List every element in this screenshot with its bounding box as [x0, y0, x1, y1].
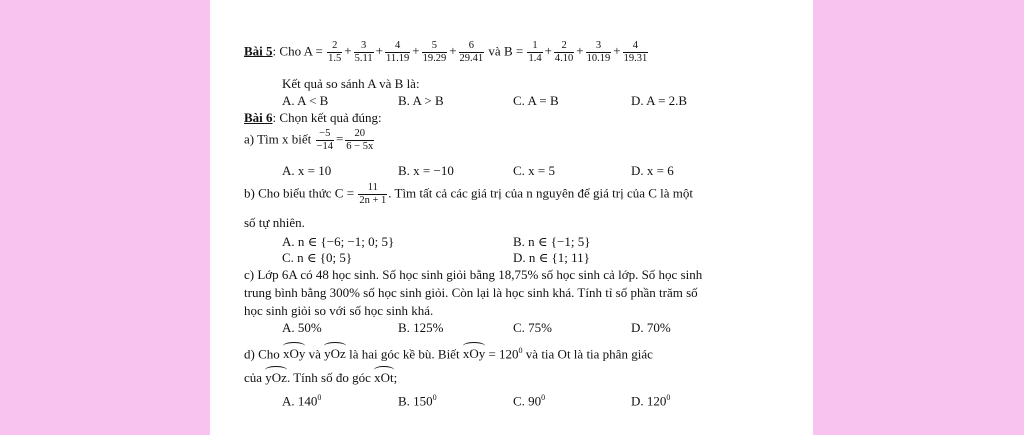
- fraction: $\frac{20}{6 - 5x}$: [346, 128, 374, 152]
- fraction: $\frac{2}{1.5}$: [328, 40, 342, 64]
- fraction: $\frac{3}{5.11}$: [354, 40, 373, 64]
- bai6-d-line1: d) Cho xOy và yOz là hai góc kề bù. Biết xOy = $120^0$ và tia Ot là tia phân giác: [244, 346, 653, 362]
- angle-yoz: yOz: [265, 370, 287, 385]
- bai5-option-a: A. A < B: [282, 93, 329, 108]
- bai6-d-option-b: B. $150^0$: [398, 393, 437, 409]
- bai6-heading: Bài 6: [244, 110, 273, 125]
- bai6-d-option-d: D. $120^0$: [631, 393, 671, 409]
- bai6-c-line3: học sinh giỏi so với số học sinh khá.: [244, 303, 434, 318]
- bai6-c-option-d: D. 70%: [631, 320, 671, 335]
- bai6-a-question: a) Tìm x biết $\frac{-5}{-14}$ = $\frac{20}{6 - 5x}$: [244, 128, 374, 152]
- fraction: $\frac{4}{11.19}$: [385, 40, 410, 64]
- bai5-option-c: C. A = B: [513, 93, 559, 108]
- bai6-b-question-cont: số tự nhiên.: [244, 215, 305, 230]
- bai6-c-option-c: C. 75%: [513, 320, 552, 335]
- bai5-option-b: B. A > B: [398, 93, 444, 108]
- bai6-a-option-c: C. x = 5: [513, 163, 556, 178]
- bai6-c-option-a: A. 50%: [282, 320, 322, 335]
- bai6-c-option-b: B. 125%: [398, 320, 444, 335]
- angle-xoy: xOy: [462, 346, 486, 362]
- document-page: [210, 0, 813, 435]
- fraction: $\frac{1}{1.4}$: [528, 40, 542, 64]
- bai5-heading: Bài 5: [244, 43, 273, 59]
- fraction: $\frac{4}{19.31}$: [623, 40, 648, 64]
- bai6-b-option-c: C. n ∈ {0; 5}: [282, 250, 353, 265]
- fraction: $\frac{3}{10.19}$: [586, 40, 611, 64]
- angle-yoz: yOz: [324, 346, 346, 362]
- angle-xoy: xOy: [283, 346, 306, 362]
- bai6-b-option-d: D. n ∈ {1; 11}: [513, 250, 590, 265]
- bai6-c-line1: c) Lớp 6A có 48 học sinh. Số học sinh giỏi bằng 18,75% số học sinh cả lớp. Số học sinh: [244, 267, 703, 282]
- bai6-a-option-b: B. x = −10: [398, 163, 454, 178]
- bai6-d-line2: của yOz. Tính số đo góc xOt;: [244, 370, 398, 385]
- bai6-b-option-a: A. n ∈ {−6; −1; 0; 5}: [282, 234, 395, 249]
- fraction: $\frac{-5}{-14}$: [316, 128, 333, 152]
- bai5-prompt: Kết quả so sánh A và B là:: [282, 76, 420, 91]
- bai6-b-question: b) Cho biểu thức C = $\frac{11}{2n + 1}$ . Tìm tất cả các giá trị của n nguyên để giá trị của C là một: [244, 182, 694, 206]
- angle-xot: xOt: [374, 370, 394, 385]
- bai6-a-option-a: A. x = 10: [282, 163, 332, 178]
- bai6-title: Bài 6: Chọn kết quả đúng:: [244, 110, 382, 125]
- fraction: $\frac{11}{2n + 1}$: [359, 182, 387, 206]
- fraction: $\frac{5}{19.29}$: [422, 40, 447, 64]
- bai5-option-d: D. A = 2.B: [631, 93, 688, 108]
- bai6-a-option-d: D. x = 6: [631, 163, 674, 178]
- fraction: $\frac{6}{29.41}$: [459, 40, 484, 64]
- bai6-b-option-b: B. n ∈ {−1; 5}: [513, 234, 591, 249]
- bai6-c-line2: trung bình bằng 300% số học sinh giỏi. Còn lại là học sinh khá. Tính tỉ số phần trăm số: [244, 285, 698, 300]
- bai6-d-option-a: A. $140^0$: [282, 393, 322, 409]
- fraction: $\frac{2}{4.10}$: [554, 40, 574, 64]
- bai6-d-option-c: C. $90^0$: [513, 393, 546, 409]
- bai5-question: Bài 5: Cho A = $\frac{2}{1.5}$ + $\frac{3}{5.11}$ + $\frac{4}{11.19}$ + $\frac{5}{19.29}$ + $\frac{6}{29.41}$ và B = $\frac{1}{1.4}$ + $\frac{2}{4.10}$ + $\frac{3}{10.19}$ + $\frac{4}{19.31}$: [244, 40, 648, 64]
